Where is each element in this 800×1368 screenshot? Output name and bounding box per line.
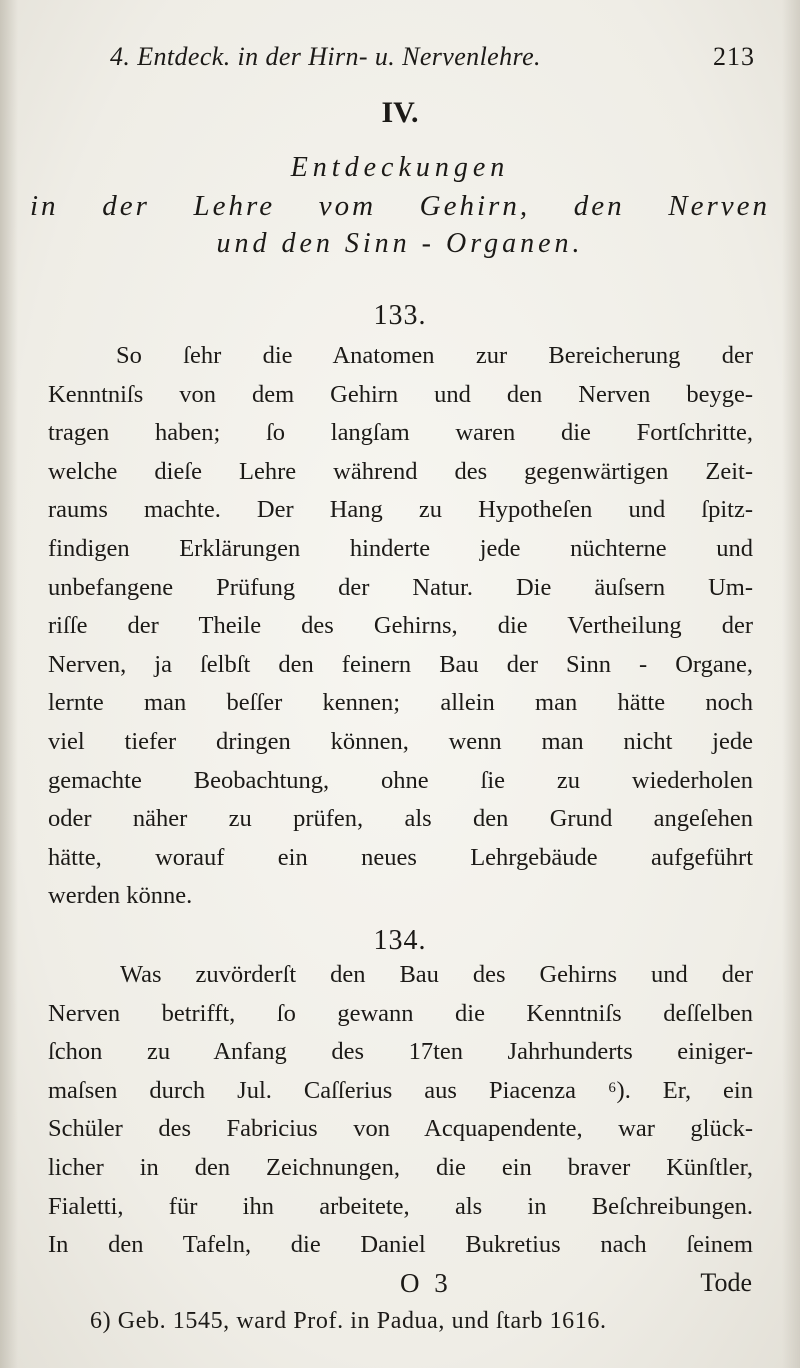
section-heading-line-2: in der Lehre vom Gehirn, den Nerven <box>30 190 770 222</box>
page-shadow-left <box>0 0 18 1368</box>
text-line: maſsen durch Jul. Caſſerius aus Piacenza ⁶). Er, ein <box>48 1076 753 1104</box>
paragraph-number: 134. <box>373 925 427 956</box>
text-line: gemachte Beobachtung, ohne ſie zu wiederholen <box>48 766 753 794</box>
text-line: werden könne. <box>48 882 193 910</box>
text-line: Kenntniſs von dem Gehirn und den Nerven beyge- <box>48 380 753 408</box>
text-line: Fialetti, für ihn arbeitete, als in Beſchreibungen. <box>48 1192 753 1220</box>
text-line: raums machte. Der Hang zu Hypotheſen und ſpitz- <box>48 496 753 524</box>
signature-mark: O 3 <box>400 1268 452 1298</box>
text-line: Schüler des Fabricius von Acquapendente, war glück- <box>48 1115 753 1143</box>
page-shadow-right <box>782 0 800 1368</box>
section-heading-line-3: und den Sinn - Organen. <box>216 228 584 259</box>
text-line: licher in den Zeichnungen, die ein braver Künſtler, <box>48 1153 753 1181</box>
footnote: 6) Geb. 1545, ward Prof. in Padua, und ſtarb 1616. <box>90 1308 607 1334</box>
catchword: Tode <box>700 1268 752 1297</box>
paragraph-number: 133. <box>373 300 427 331</box>
text-line: oder näher zu prüfen, als den Grund angeſehen <box>48 805 753 833</box>
text-line: unbefangene Prüfung der Natur. Die äuſsern Um- <box>48 573 753 601</box>
text-line: hätte, worauf ein neues Lehrgebäude aufgeführt <box>48 843 753 871</box>
text-line: Nerven, ja ſelbſt den feinern Bau der Sinn - Organe, <box>48 650 753 678</box>
running-head-title: 4. Entdeck. in der Hirn- u. Nervenlehre. <box>110 42 541 71</box>
text-line: So ſehr die Anatomen zur Bereicherung der <box>116 342 753 369</box>
text-line: riſſe der Theile des Gehirns, die Vertheilung der <box>48 612 753 640</box>
running-head <box>110 42 755 82</box>
text-line: ſchon zu Anfang des 17ten Jahrhunderts einiger- <box>48 1038 753 1066</box>
text-line: lernte man beſſer kennen; allein man hätte noch <box>48 689 753 717</box>
section-heading-line-1: Entdeckungen <box>290 152 510 183</box>
text-line: In den Tafeln, die Daniel Bukretius nach ſeinem <box>48 1231 753 1259</box>
section-number: IV. <box>381 96 419 129</box>
paragraph-134 <box>48 956 753 1265</box>
text-line: Nerven betrifft, ſo gewann die Kenntniſs deſſelben <box>48 999 753 1027</box>
paragraph-133 <box>48 337 753 916</box>
page-number: 213 <box>713 42 755 71</box>
text-line: findigen Erklärungen hinderte jede nüchterne und <box>48 534 753 562</box>
text-line: Was zuvörderſt den Bau des Gehirns und der <box>120 961 753 988</box>
text-line: tragen haben; ſo langſam waren die Fortſchritte, <box>48 419 753 447</box>
text-line: viel tiefer dringen können, wenn man nicht jede <box>48 727 753 755</box>
text-line: welche dieſe Lehre während des gegenwärtigen Zeit- <box>48 457 753 485</box>
